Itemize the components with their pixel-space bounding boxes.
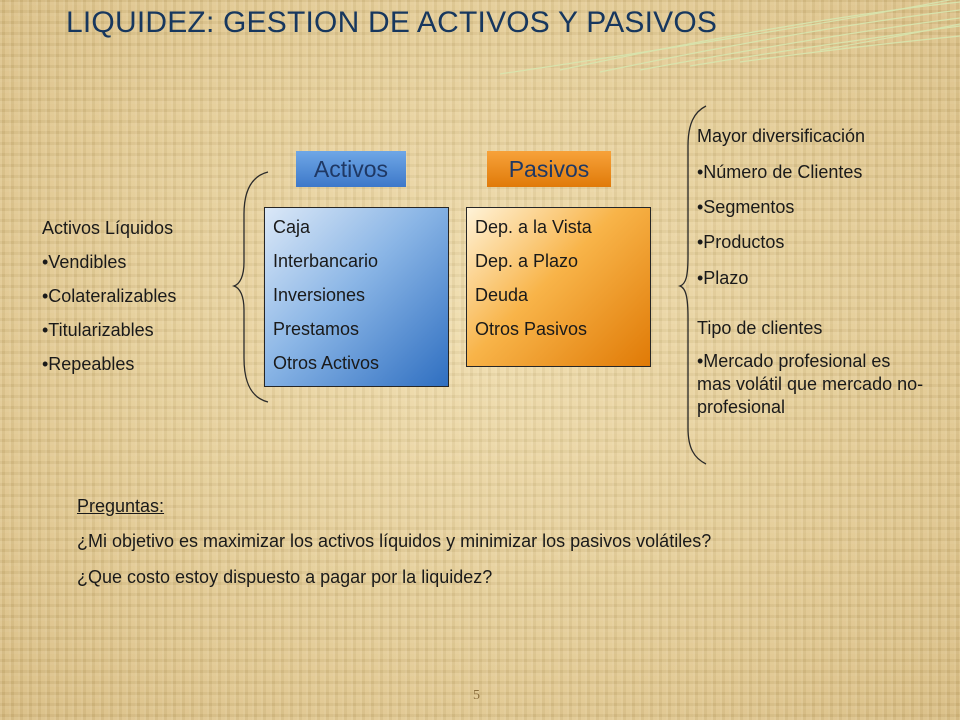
list-item: •Productos xyxy=(697,232,785,252)
list-item: •Repeables xyxy=(42,354,135,374)
list-item: Prestamos xyxy=(273,319,360,339)
liquid-assets-list xyxy=(42,211,176,381)
client-type-heading: Tipo de clientes xyxy=(697,318,823,338)
list-item: Otros Activos xyxy=(273,353,380,373)
left-brace-icon xyxy=(234,172,268,402)
list-item: Otros Pasivos xyxy=(475,319,588,339)
pasivos-box xyxy=(466,207,651,367)
liquid-assets-heading: Activos Líquidos xyxy=(42,218,174,238)
list-item: •Plazo xyxy=(697,268,749,288)
pasivos-header: Pasivos xyxy=(487,151,611,187)
list-item: •Segmentos xyxy=(697,197,795,217)
question-2: ¿Que costo estoy dispuesto a pagar por la liquidez? xyxy=(77,567,493,587)
list-item: Deuda xyxy=(475,285,529,305)
diversification-heading: Mayor diversificación xyxy=(697,126,866,146)
activos-box xyxy=(264,207,449,387)
list-item: •Mercado profesional es mas volátil que mercado no-profesional xyxy=(697,351,924,417)
list-item: •Vendibles xyxy=(42,252,127,272)
list-item: •Titularizables xyxy=(42,320,154,340)
question-1: ¿Mi objetivo es maximizar los activos líquidos y minimizar los pasivos volátiles? xyxy=(77,531,712,551)
list-item: Caja xyxy=(273,217,311,237)
slide-title: LIQUIDEZ: GESTION DE ACTIVOS Y PASIVOS xyxy=(66,6,718,39)
list-item: •Número de Clientes xyxy=(697,162,863,182)
list-item: Inversiones xyxy=(273,285,366,305)
list-item: •Colateralizables xyxy=(42,286,177,306)
list-item: Dep. a Plazo xyxy=(475,251,579,271)
list-item: Interbancario xyxy=(273,251,379,271)
list-item: Dep. a la Vista xyxy=(475,217,592,237)
page-number: 5 xyxy=(473,688,480,703)
questions-label: Preguntas: xyxy=(77,496,165,516)
activos-header: Activos xyxy=(296,151,406,187)
